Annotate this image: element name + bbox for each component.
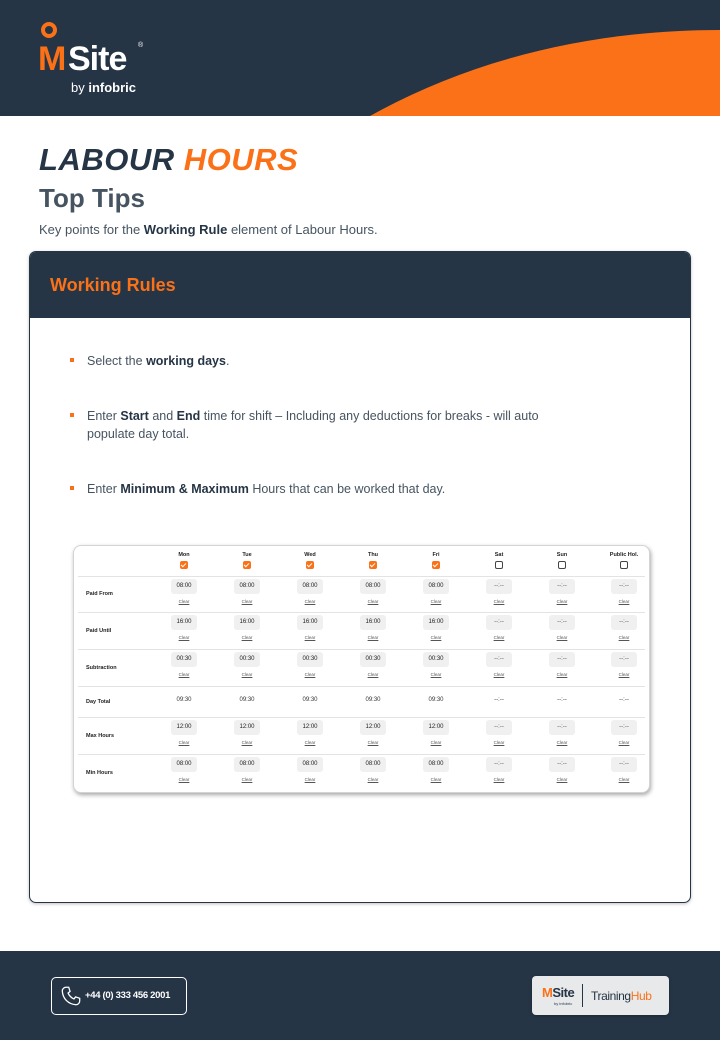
day-header: Wed — [304, 552, 316, 558]
bullet-text: and — [148, 409, 177, 423]
clear-link[interactable]: Clear — [304, 740, 316, 745]
clear-link[interactable]: Clear — [241, 672, 253, 677]
logo-by-brand: infobric — [88, 80, 137, 95]
time-input[interactable]: 16:00 — [171, 615, 197, 630]
hub-logo-site: Site — [552, 985, 575, 1000]
training-hub-label — [591, 989, 652, 1003]
time-input[interactable]: 08:00 — [234, 579, 260, 594]
clear-link[interactable]: Clear — [367, 599, 379, 604]
clear-link[interactable]: Clear — [556, 635, 568, 640]
clear-link[interactable]: Clear — [556, 740, 568, 745]
bullet-text: time for shift – Including any deductions for breaks - will auto populate day total. — [87, 409, 539, 441]
clear-link[interactable]: Clear — [618, 740, 630, 745]
row-divider — [78, 576, 645, 577]
row-label: Paid Until — [86, 627, 112, 634]
bullet-bold: working days — [146, 354, 226, 368]
time-input[interactable]: --:-- — [611, 652, 637, 667]
clear-link[interactable]: Clear — [367, 635, 379, 640]
time-input[interactable]: 08:00 — [360, 757, 386, 772]
day-checkbox[interactable] — [620, 561, 628, 569]
clear-link[interactable]: Clear — [367, 740, 379, 745]
day-header: Fri — [432, 552, 440, 558]
card-title: Working Rules — [50, 275, 176, 295]
bullet-bold: Start — [120, 409, 149, 423]
time-input[interactable]: 08:00 — [360, 579, 386, 594]
clear-link[interactable]: Clear — [618, 672, 630, 677]
time-input[interactable]: 12:00 — [234, 720, 260, 735]
clear-link[interactable]: Clear — [367, 672, 379, 677]
day-header: Sun — [556, 552, 568, 558]
logo-registered: ® — [138, 42, 144, 49]
time-input[interactable]: 08:00 — [297, 757, 323, 772]
intro-suffix: element of Labour Hours. — [227, 222, 378, 237]
day-total-value: 09:30 — [239, 697, 255, 703]
day-checkbox[interactable] — [306, 561, 314, 569]
day-checkbox[interactable] — [243, 561, 251, 569]
clear-link[interactable]: Clear — [241, 740, 253, 745]
day-total-value: --:-- — [619, 697, 629, 703]
bullet-text: Enter — [87, 409, 121, 423]
day-header: Mon — [178, 552, 190, 558]
day-checkbox[interactable] — [495, 561, 503, 569]
day-total-value: --:-- — [557, 697, 567, 703]
clear-link[interactable]: Clear — [493, 740, 505, 745]
clear-link[interactable]: Clear — [178, 672, 190, 677]
time-input[interactable]: --:-- — [611, 615, 637, 630]
row-label: Min Hours — [86, 769, 113, 776]
clear-link[interactable]: Clear — [430, 635, 442, 640]
day-checkbox[interactable] — [180, 561, 188, 569]
intro-bold: Working Rule — [143, 222, 228, 237]
hub-by-infobric: by infobric — [554, 1001, 573, 1006]
training-hub-badge[interactable] — [532, 976, 669, 1015]
time-input[interactable]: --:-- — [486, 615, 512, 630]
logo-m: M — [38, 40, 66, 78]
hub-msite-logo — [542, 985, 574, 1000]
clear-link[interactable]: Clear — [618, 635, 630, 640]
hub-logo-m: M — [542, 985, 553, 1000]
phone-contact[interactable] — [51, 977, 187, 1015]
bullet-text: . — [225, 354, 230, 368]
time-input[interactable]: 08:00 — [297, 579, 323, 594]
logo-dot-icon — [41, 22, 57, 38]
day-total-value: 09:30 — [428, 697, 444, 703]
bullet-text: Hours that can be worked that day. — [248, 482, 446, 496]
time-input[interactable]: --:-- — [611, 757, 637, 772]
time-input[interactable]: 16:00 — [360, 615, 386, 630]
clear-link[interactable]: Clear — [430, 777, 442, 782]
phone-icon — [60, 985, 82, 1007]
time-input[interactable]: --:-- — [549, 615, 575, 630]
msite-logo — [38, 22, 158, 97]
time-input[interactable]: --:-- — [549, 652, 575, 667]
row-label: Subtraction — [86, 664, 117, 671]
time-input[interactable]: 08:00 — [234, 757, 260, 772]
day-checkbox[interactable] — [432, 561, 440, 569]
day-checkbox[interactable] — [369, 561, 377, 569]
bullet-min-max — [70, 480, 590, 498]
hub-hub: Hub — [630, 989, 652, 1003]
clear-link[interactable]: Clear — [241, 635, 253, 640]
title-part1: LABOUR — [39, 142, 175, 177]
time-input[interactable]: --:-- — [549, 757, 575, 772]
intro-prefix: Key points for the — [39, 222, 144, 237]
time-input[interactable]: 08:00 — [423, 757, 449, 772]
time-input[interactable]: --:-- — [549, 720, 575, 735]
bullet-start-end — [70, 407, 590, 443]
page-subtitle: Top Tips — [39, 183, 145, 213]
time-input[interactable]: --:-- — [611, 579, 637, 594]
bullet-text: Enter — [87, 482, 121, 496]
clear-link[interactable]: Clear — [493, 635, 505, 640]
time-input[interactable]: 16:00 — [297, 615, 323, 630]
row-label: Max Hours — [86, 732, 115, 739]
day-header: Public Hol. — [609, 552, 639, 558]
clear-link[interactable]: Clear — [430, 740, 442, 745]
clear-link[interactable]: Clear — [618, 777, 630, 782]
card-header — [30, 252, 690, 318]
time-input[interactable]: 08:00 — [171, 757, 197, 772]
page-title — [39, 142, 298, 178]
clear-link[interactable]: Clear — [556, 777, 568, 782]
clear-link[interactable]: Clear — [304, 599, 316, 604]
page-header — [0, 0, 720, 116]
clear-link[interactable]: Clear — [556, 672, 568, 677]
clear-link[interactable]: Clear — [304, 672, 316, 677]
row-divider — [78, 649, 645, 650]
time-input[interactable]: --:-- — [486, 757, 512, 772]
hub-training: Training — [591, 989, 631, 1003]
clear-link[interactable]: Clear — [304, 777, 316, 782]
time-input[interactable]: 12:00 — [297, 720, 323, 735]
day-header: Thu — [367, 552, 379, 558]
time-input[interactable]: --:-- — [611, 720, 637, 735]
time-input[interactable]: --:-- — [486, 720, 512, 735]
day-total-value: --:-- — [494, 697, 504, 703]
clear-link[interactable]: Clear — [556, 599, 568, 604]
row-label: Day Total — [86, 698, 111, 705]
time-input[interactable]: 00:30 — [171, 652, 197, 667]
clear-link[interactable]: Clear — [493, 777, 505, 782]
page-footer — [0, 951, 720, 1040]
row-divider — [78, 612, 645, 613]
row-label: Paid From — [86, 591, 113, 597]
time-input[interactable]: 16:00 — [234, 615, 260, 630]
row-divider — [78, 717, 645, 718]
clear-link[interactable]: Clear — [178, 635, 190, 640]
hub-divider — [582, 984, 583, 1007]
time-input[interactable]: 00:30 — [423, 652, 449, 667]
logo-by-infobric — [71, 80, 136, 95]
intro-text — [39, 222, 378, 237]
clear-link[interactable]: Clear — [304, 635, 316, 640]
clear-link[interactable]: Clear — [178, 777, 190, 782]
bullet-square-icon — [70, 413, 74, 417]
clear-link[interactable]: Clear — [493, 599, 505, 604]
bullet-bold: Minimum & Maximum — [120, 482, 249, 496]
time-input[interactable]: 00:30 — [234, 652, 260, 667]
row-divider — [78, 754, 645, 755]
time-input[interactable]: --:-- — [549, 579, 575, 594]
time-input[interactable]: 00:30 — [360, 652, 386, 667]
clear-link[interactable]: Clear — [618, 599, 630, 604]
day-checkbox[interactable] — [558, 561, 566, 569]
bullet-bold: End — [176, 409, 201, 423]
clear-link[interactable]: Clear — [430, 599, 442, 604]
clear-link[interactable]: Clear — [367, 777, 379, 782]
clear-link[interactable]: Clear — [241, 599, 253, 604]
title-part2: HOURS — [183, 142, 299, 177]
day-total-value: 09:30 — [365, 697, 381, 703]
clear-link[interactable]: Clear — [493, 672, 505, 677]
bullet-square-icon — [70, 358, 74, 362]
clear-link[interactable]: Clear — [430, 672, 442, 677]
time-input[interactable]: 00:30 — [297, 652, 323, 667]
bullet-working-days — [70, 352, 590, 370]
time-input[interactable]: --:-- — [486, 652, 512, 667]
time-input[interactable]: 12:00 — [423, 720, 449, 735]
day-header: Tue — [242, 552, 252, 558]
day-total-value: 09:30 — [176, 697, 192, 703]
working-rules-table — [73, 545, 650, 793]
day-total-value: 09:30 — [302, 697, 318, 703]
clear-link[interactable]: Clear — [178, 740, 190, 745]
day-header: Sat — [494, 552, 504, 558]
logo-by-prefix: by — [71, 80, 85, 95]
bullet-text: Select the — [87, 354, 147, 368]
clear-link[interactable]: Clear — [178, 599, 190, 604]
time-input[interactable]: 12:00 — [360, 720, 386, 735]
time-input[interactable]: --:-- — [486, 579, 512, 594]
bullet-square-icon — [70, 486, 74, 490]
phone-number: +44 (0) 333 456 2001 — [85, 990, 171, 1001]
time-input[interactable]: 12:00 — [171, 720, 197, 735]
time-input[interactable]: 16:00 — [423, 615, 449, 630]
time-input[interactable]: 08:00 — [423, 579, 449, 594]
time-input[interactable]: 08:00 — [171, 579, 197, 594]
clear-link[interactable]: Clear — [241, 777, 253, 782]
logo-site: Site — [68, 40, 127, 78]
row-divider — [78, 686, 645, 687]
